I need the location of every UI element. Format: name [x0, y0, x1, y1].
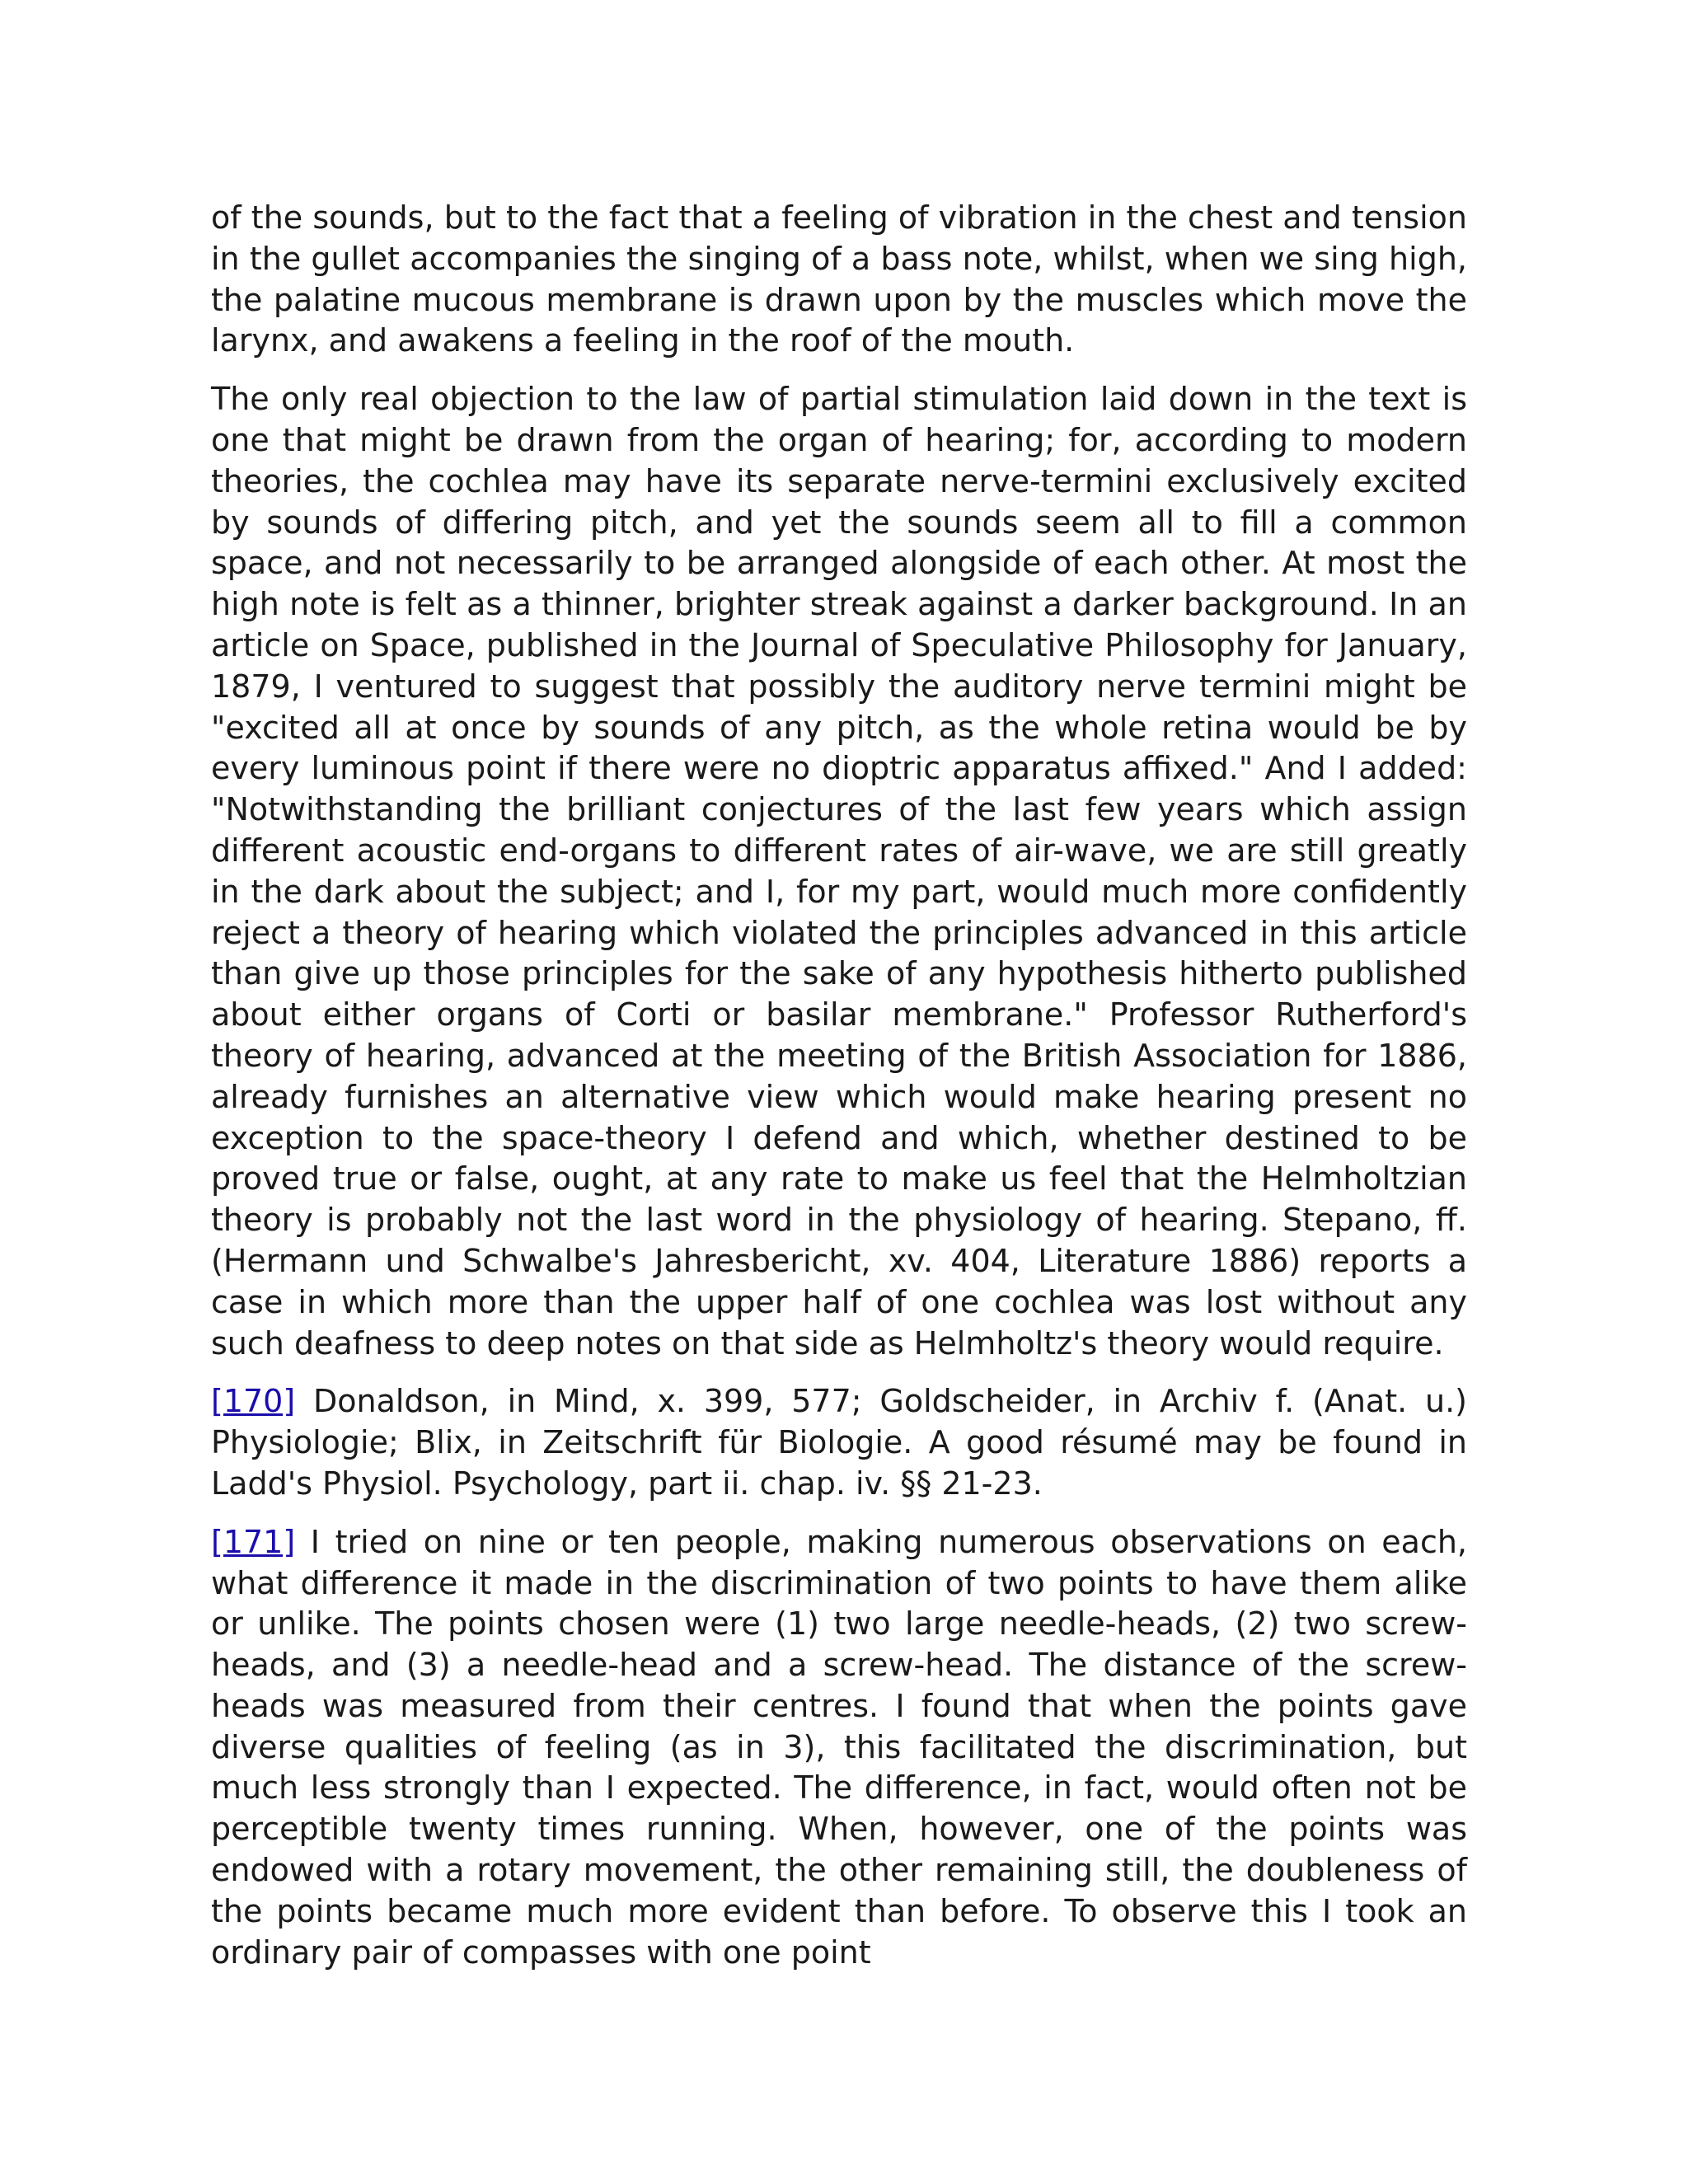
footnote-171 — [211, 1522, 1467, 1974]
document-page — [211, 198, 1467, 1990]
footnote-171-link[interactable]: [171] — [211, 1523, 296, 1560]
body-paragraph-continued: of the sounds, but to the fact that a feeling of vibration in the chest and tension in the gullet accompanies the singing of a bass note, whilst, when we sing high, the palatine mucous membrane is drawn upon by the muscles which move the larynx, and awakens a feeling in the roof of the mouth. — [211, 199, 1467, 359]
footnote-170 — [211, 1381, 1467, 1504]
footnote-170-text: Donaldson, in Mind, x. 399, 577; Goldscheider, in Archiv f. (Anat. u.) Physiologie; Blix, in Zeitschrift für Biologie. A good résumé may be found in Ladd's Physiol. Psychology, part ii. chap. iv. §§ 21-23. — [211, 1383, 1467, 1502]
footnote-170-link[interactable]: [170] — [211, 1383, 296, 1420]
footnote-171-text: I tried on nine or ten people, making numerous observations on each, what difference it made in the discrimination of two points to have them alike or unlike. The points chosen were (1) two large needle-heads, (2) two screw-heads, and (3) a needle-head and a screw-head. The distance of the screw-heads was measured from their centres. I found that when the points gave diverse qualities of feeling (as in 3), this facilitated the discrimination, but much less strongly than I expected. The difference, in fact, would often not be perceptible twenty times running. When, however, one of the points was endowed with a rotary movement, the other remaining still, the doubleness of the points became much more evident than before. To observe this I took an ordinary pair of compasses with one point — [211, 1523, 1467, 1971]
body-paragraph-hearing-objection: The only real objection to the law of partial stimulation laid down in the text is one that might be drawn from the organ of hearing; for, according to modern theories, the cochlea may have its separate nerve-termini exclusively excited by sounds of differing pitch, and yet the sounds seem all to fill a common space, and not necessarily to be arranged alongside of each other. At most the high note is felt as a thinner, brighter streak against a darker background. In an article on Space, published in the Journal of Speculative Philosophy for January, 1879, I ventured to suggest that possibly the auditory nerve termini might be "excited all at once by sounds of any pitch, as the whole retina would be by every luminous point if there were no dioptric apparatus affixed." And I added: "Notwithstanding the brilliant conjectures of the last few years which assign different acoustic end-organs to different rates of air-wave, we are still greatly in the dark about the subject; and I, for my part, would much more confidently reject a theory of hearing which violated the principles advanced in this article than give up those principles for the sake of any hypothesis hitherto published about either organs of Corti or basilar membrane." Professor Rutherford's theory of hearing, advanced at the meeting of the British Association for 1886, already furnishes an alternative view which would make hearing present no exception to the space-theory I defend and which, whether destined to be proved true or false, ought, at any rate to make us feel that the Helmholtzian theory is probably not the last word in the physiology of hearing. Stepano, ff. (Hermann und Schwalbe's Jahresbericht, xv. 404, Literature 1886) reports a case in which more than the upper half of one cochlea was lost without any such deafness to deep notes on that side as Helmholtz's theory would require. — [211, 381, 1467, 1361]
